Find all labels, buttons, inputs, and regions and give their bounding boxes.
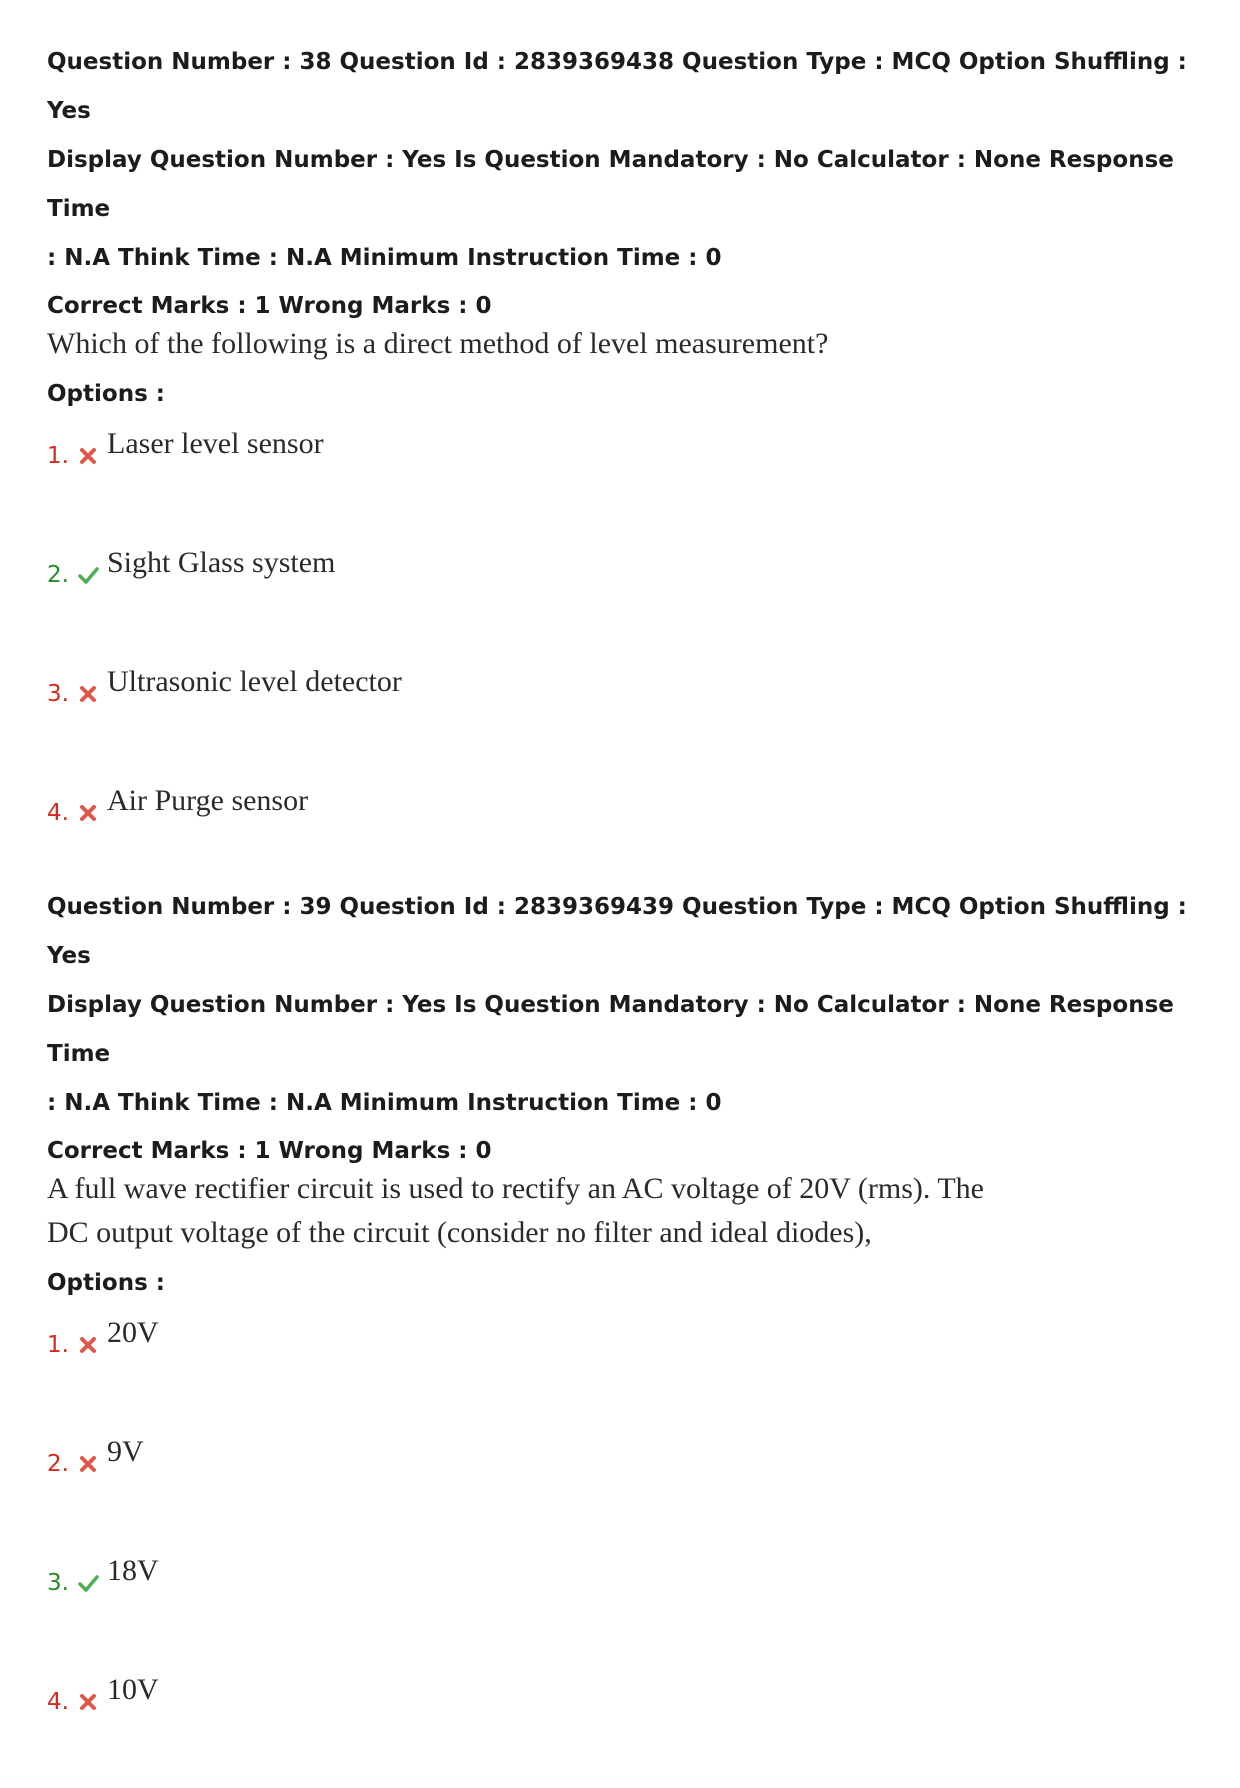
option-number: 1. xyxy=(47,443,69,469)
question-marks: Correct Marks : 1 Wrong Marks : 0 xyxy=(47,293,492,319)
options-list xyxy=(47,423,1207,899)
option-item xyxy=(47,661,1207,780)
option-text: Air Purge sensor xyxy=(107,784,309,817)
options-label: Options : xyxy=(47,381,165,407)
question-text: DC output voltage of the circuit (consider no filter and ideal diodes), xyxy=(47,1216,872,1249)
question-meta-line: Display Question Number : Yes Is Question Mandatory : No Calculator : None Response Time xyxy=(47,147,1174,222)
cross-icon xyxy=(77,1691,99,1713)
question-block xyxy=(47,38,1207,899)
cross-icon xyxy=(77,1334,99,1356)
option-item xyxy=(47,1312,1207,1431)
option-number: 1. xyxy=(47,1332,69,1358)
cross-icon xyxy=(77,683,99,705)
option-item xyxy=(47,1431,1207,1550)
option-text: Ultrasonic level detector xyxy=(107,665,402,698)
check-icon xyxy=(77,1572,99,1594)
option-text: 20V xyxy=(107,1316,159,1349)
option-text: 9V xyxy=(107,1435,144,1468)
option-item xyxy=(47,1669,1207,1788)
question-meta-line: : N.A Think Time : N.A Minimum Instruction Time : 0 xyxy=(47,1090,722,1116)
option-item xyxy=(47,780,1207,899)
option-text: 10V xyxy=(107,1673,159,1706)
option-item xyxy=(47,542,1207,661)
question-text: A full wave rectifier circuit is used to rectify an AC voltage of 20V (rms). The xyxy=(47,1172,984,1205)
option-text: Laser level sensor xyxy=(107,427,324,460)
cross-icon xyxy=(77,445,99,467)
option-number: 3. xyxy=(47,681,69,707)
option-text: 18V xyxy=(107,1554,159,1587)
question-meta-line: Display Question Number : Yes Is Question Mandatory : No Calculator : None Response Time xyxy=(47,992,1174,1067)
options-label: Options : xyxy=(47,1270,165,1296)
option-item xyxy=(47,423,1207,542)
question-meta-line: : N.A Think Time : N.A Minimum Instruction Time : 0 xyxy=(47,245,722,271)
question-marks: Correct Marks : 1 Wrong Marks : 0 xyxy=(47,1138,492,1164)
check-icon xyxy=(77,564,99,586)
option-number: 4. xyxy=(47,1689,69,1715)
option-number: 2. xyxy=(47,1451,69,1477)
question-block xyxy=(47,883,1207,1788)
question-text: Which of the following is a direct method of level measurement? xyxy=(47,327,829,360)
option-number: 4. xyxy=(47,800,69,826)
option-number: 3. xyxy=(47,1570,69,1596)
option-number: 2. xyxy=(47,562,69,588)
cross-icon xyxy=(77,802,99,824)
question-meta-line: Question Number : 39 Question Id : 2839369439 Question Type : MCQ Option Shuffling : Yes xyxy=(47,894,1187,969)
options-list xyxy=(47,1312,1207,1788)
option-text: Sight Glass system xyxy=(107,546,336,579)
question-meta-line: Question Number : 38 Question Id : 2839369438 Question Type : MCQ Option Shuffling : Yes xyxy=(47,49,1187,124)
cross-icon xyxy=(77,1453,99,1475)
option-item xyxy=(47,1550,1207,1669)
